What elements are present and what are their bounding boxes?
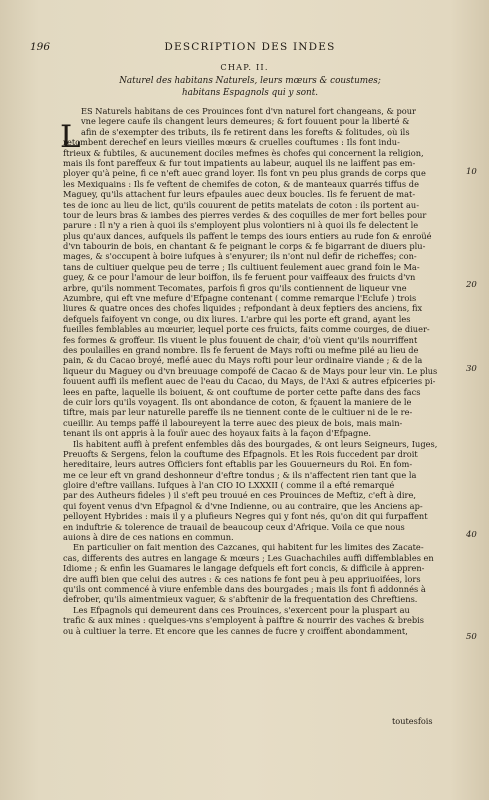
text-line: cas, differents des autres en langage & mœurs ; Les Guachachiles auffi diffemblables en <box>63 552 434 563</box>
text-line: qu'ils ont commencé à viure enfemble dans des bourgades ; mais ils font fi addonnés à <box>63 583 426 594</box>
text-line: trafic & aux mines : quelques-vns s'employent à paiftre & nourrir des vaches & brebis <box>63 615 424 626</box>
text-line: lees en pafte, laquelle ils boiuent, & ont couftume de porter cette pafte dans des facs <box>63 386 421 397</box>
text-line: hereditaire, leurs autres Officiers font eftablis par les Gouuerneurs du Roi. En fom- <box>63 459 413 470</box>
text-line: d'vn tabourin de bois, en chantant & fe peignant le corps & fe bigarrant de diuers plu- <box>63 241 426 252</box>
text-line: guey, & ce pour l'amour de leur boiffon, ils fe feruent pour vaiffeaux des fruicts d'vn <box>63 272 416 283</box>
catchword: toutesfois <box>392 716 433 726</box>
text-line: ftrieux & fubtiles, & aucunement dociles mefmes ès chofes qui concernent la religion, <box>63 147 424 158</box>
text-line: Maguey, qu'ils attachent fur leurs efpaules auec deux boucles. Ils fe feruent de mat- <box>63 189 416 200</box>
running-title: DESCRIPTION DES INDES <box>164 41 336 53</box>
drop-cap: L <box>60 119 81 155</box>
text-line: pelloyent Hybrides : mais il y a plufieurs Negres qui y font nés, qu'on dit qui furpaffent <box>63 511 428 522</box>
text-line: fes formes & groffeur. Ils viuent le plus fouuent de chair, d'où vient qu'ils nourriffent <box>63 334 418 345</box>
text-line: tiftre, mais par leur naturelle pareffe ils ne tiennent conte de le cultiuer ni de le re- <box>63 407 413 418</box>
section-heading <box>60 75 440 99</box>
section-heading-line: habitans Espagnols qui y sont. <box>181 88 319 98</box>
margin-line-number: 40 <box>466 530 477 540</box>
text-line: Ils habitent auffi à prefent enfembles dâs des bourgades, & ont leurs Seigneurs, Iuges, <box>73 438 438 449</box>
margin-line-number: 30 <box>466 364 477 374</box>
text-line: qui foyent venus d'vn Efpagnol & d'vne Indienne, ou au contraire, que les Anciens ap- <box>63 500 423 511</box>
text-line: par des Autheurs fideles ) il s'eft peu trouué en ces Prouinces de Meftiz, c'eft à dire, <box>63 490 416 501</box>
text-line: cueillir. Au temps paffé il laboureyent la terre auec des pieux de bois, mais main- <box>63 417 403 428</box>
text-line: Idiome ; & enfin les Guamares le langage defquels eft fort concis, & difficile à appren- <box>63 563 425 574</box>
text-line: dre auffi bien que celui des autres : & ces nations fe font peu à peu appriuoifées, lors <box>63 573 421 584</box>
text-line: defquels faifoyent vn conge, ou dix liures. L'arbre qui les porte eft grand, ayant les <box>63 313 411 324</box>
text-line: mais ils font pareffeux & fur tout impatients au labeur, auquel ils ne laiffent pas em- <box>63 157 416 168</box>
page-number: 196 <box>30 41 51 53</box>
text-line: des poulailles en grand nombre. Ils fe feruent de Mays rofti ou mefme pilé au lieu de <box>63 344 419 355</box>
text-line: vne legere caufe ils changent leurs demeures; & fort fouuent pour la liberté & <box>81 116 410 127</box>
text-line: En particulier on fait mention des Cazcanes, qui habitent fur les limites des Zacate- <box>73 542 424 553</box>
text-line: ou à cultiuer la terre. Et encore que les cannes de fucre y croiffent abondamment, <box>63 625 408 636</box>
text-line: tour de leurs bras & iambes des pierres verdes & des coquilles de mer fort belles pour <box>63 209 427 220</box>
section-heading-line: Naturel des habitans Naturels, leurs mœurs & coustumes; <box>119 76 381 86</box>
text-line: Preuofts & Sergens, felon la couftume des Efpagnols. Et les Rois fuccedent par droit <box>63 448 418 459</box>
text-line: ployer qu'à peine, fi ce n'eft auec grand loyer. Ils font vn peu plus grands de corps que <box>63 168 426 179</box>
running-head <box>30 41 470 55</box>
text-line: Azumbre, qui eft vne mefure d'Efpagne contenant ( comme remarque l'Eclufe ) trois <box>63 293 417 304</box>
text-line: fouuent auffi ils meflent auec de l'eau du Cacao, du Mays, de l'Axi & autres efpiceries pi- <box>63 376 436 387</box>
text-line: gloire d'eftre vaillans. Iufques à l'an CIO IO LXXXII ( comme il a efté remarqué <box>63 480 395 491</box>
text-line: fueilles femblables au mœurier, lequel porte ces fruicts, faits comme courges, de diuer- <box>63 324 430 335</box>
margin-line-number: 50 <box>466 632 477 642</box>
text-line: en induftrie & tolerence de trauail de beaucoup ceux d'Afrique. Voila ce que nous <box>63 521 405 532</box>
text-line: Les Efpagnols qui demeurent dans ces Prouinces, s'exercent pour la pluspart au <box>73 604 410 615</box>
text-line: pain, & du Cacao broyé, meflé auec du Mays rofti pour leur ordinaire viande ; & de la <box>63 355 423 366</box>
text-line: liqueur du Maguey ou d'vn breuuage compofé de Cacao & de Mays pour leur vin. Le plus <box>63 365 438 376</box>
text-line: liures & quatre onces des chofes liquides ; refpondant à deux feptiers des anciens, fix <box>63 303 423 314</box>
text-line: arbre, qu'ils nomment Tecomates, parfois fi gros qu'ils contiennent de liqueur vne <box>63 282 407 293</box>
text-line: tenant ils ont appris à la fouïr auec des hoyaux faits à la façon d'Efpagne. <box>63 428 371 439</box>
chapter-heading: CHAP. II. <box>220 62 269 72</box>
text-line: afin de s'exempter des tributs, ils fe retirent dans les forefts & folitudes, où ils <box>81 126 410 137</box>
body-text <box>60 106 461 636</box>
text-line: les Mexiquains : Ils fe veftent de chemifes de coton, & de manteaux quarrés tiffus de <box>63 178 419 189</box>
text-line: auions à dire de ces nations en commun. <box>63 532 234 543</box>
text-line: mages, & s'occupent à boire iufques à s'enyurer; ils n'ont nul defir de richeffes; con- <box>63 251 417 262</box>
text-line: tes de ionc au lieu de lict, qu'ils couurent de petits matelats de coton : ils portent au- <box>63 199 420 210</box>
text-line: retombent derechef en leurs vieilles mœurs & cruelles couftumes : Ils font indu- <box>63 137 400 148</box>
text-line: tans de cultiuer quelque peu de terre ; Ils cultiuent feulement auec grand foin le Ma- <box>63 261 420 272</box>
text-line: plus qu'aux dances, aufquels ils paffent le temps des iours entiers au rude fon & enroüé <box>63 230 432 241</box>
text-line: defrober, qu'ils aimentmieux vaguer, & s'abftenir de la frequentation des Chreftiens. <box>63 594 418 605</box>
text-line: ES Naturels habitans de ces Prouinces font d'vn naturel fort changeans, & pour <box>81 106 416 116</box>
text-line: de cuir lors qu'ils voyagent. Ils ont abondance de coton, & fçauent la maniere de le <box>63 396 412 407</box>
text-line: parure : Il n'y a rien à quoi ils s'employent plus volontiers ni à quoi ils fe delectent le <box>63 220 419 231</box>
margin-line-number: 20 <box>466 280 477 290</box>
text-line: me ce leur eft vn grand deshonneur d'eftre tondus ; & ils n'affectent rien tant que la <box>63 469 417 480</box>
margin-line-number: 10 <box>466 167 477 177</box>
